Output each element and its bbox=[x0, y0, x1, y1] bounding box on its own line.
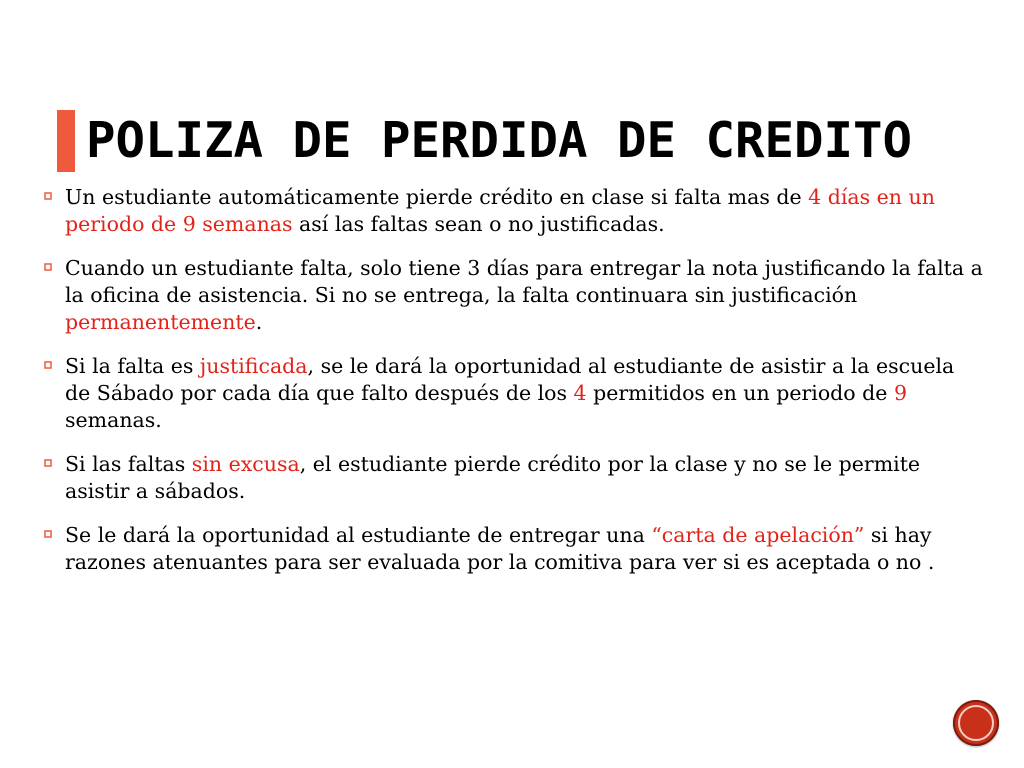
square-bullet-icon bbox=[44, 530, 52, 538]
bullet-item-5 bbox=[44, 522, 984, 576]
bullet-highlight: justificada bbox=[199, 354, 308, 378]
bullet-text: , el estudiante pierde crédito por la clase y no se le permite asistir a sábados. bbox=[65, 452, 921, 503]
circle-button-icon bbox=[958, 705, 994, 741]
square-bullet-icon bbox=[44, 263, 52, 271]
slide-title: POLIZA DE PERDIDA DE CREDITO bbox=[86, 112, 913, 169]
bullet-highlight: sin excusa bbox=[191, 452, 300, 476]
bullet-highlight: 9 bbox=[893, 381, 907, 405]
bullet-text: Cuando un estudiante falta, solo tiene 3 días para entregar la nota justificando la falta a la oficina de asistencia. Si no se entrega, la falta continuara sin justificación bbox=[65, 256, 983, 307]
bullet-item-2 bbox=[44, 255, 984, 336]
bullet-highlight: “carta de apelación” bbox=[651, 523, 865, 547]
square-bullet-icon bbox=[44, 459, 52, 467]
slide-nav-button[interactable] bbox=[953, 700, 999, 746]
bullet-text: si hay razones atenuantes para ser evaluada por la comitiva para ver si es aceptada o no . bbox=[65, 523, 935, 574]
bullet-text: Se le dará la oportunidad al estudiante de entregar una bbox=[65, 523, 652, 547]
bullet-text: así las faltas sean o no justificadas. bbox=[292, 212, 665, 236]
bullet-text: , se le dará la oportunidad al estudiante de asistir a la escuela de Sábado por cada día que falto después de los bbox=[65, 354, 955, 405]
bullet-text: Un estudiante automáticamente pierde crédito en clase si falta mas de bbox=[65, 185, 809, 209]
bullet-item-4 bbox=[44, 451, 984, 505]
square-bullet-icon bbox=[44, 192, 52, 200]
bullet-item-3 bbox=[44, 353, 984, 434]
bullet-text: permitidos en un periodo de bbox=[586, 381, 894, 405]
bullet-text: Si las faltas bbox=[65, 452, 192, 476]
title-accent-bar bbox=[57, 110, 75, 172]
bullet-text: semanas. bbox=[65, 408, 162, 432]
bullet-item-1 bbox=[44, 184, 984, 238]
bullet-highlight: 4 bbox=[573, 381, 587, 405]
bullet-highlight: permanentemente bbox=[65, 310, 256, 334]
bullet-text: . bbox=[255, 310, 263, 334]
bullet-text: Si la falta es bbox=[65, 354, 200, 378]
square-bullet-icon bbox=[44, 361, 52, 369]
bullet-highlight: 4 días en un periodo de 9 semanas bbox=[65, 185, 935, 236]
bullet-list bbox=[44, 184, 984, 593]
